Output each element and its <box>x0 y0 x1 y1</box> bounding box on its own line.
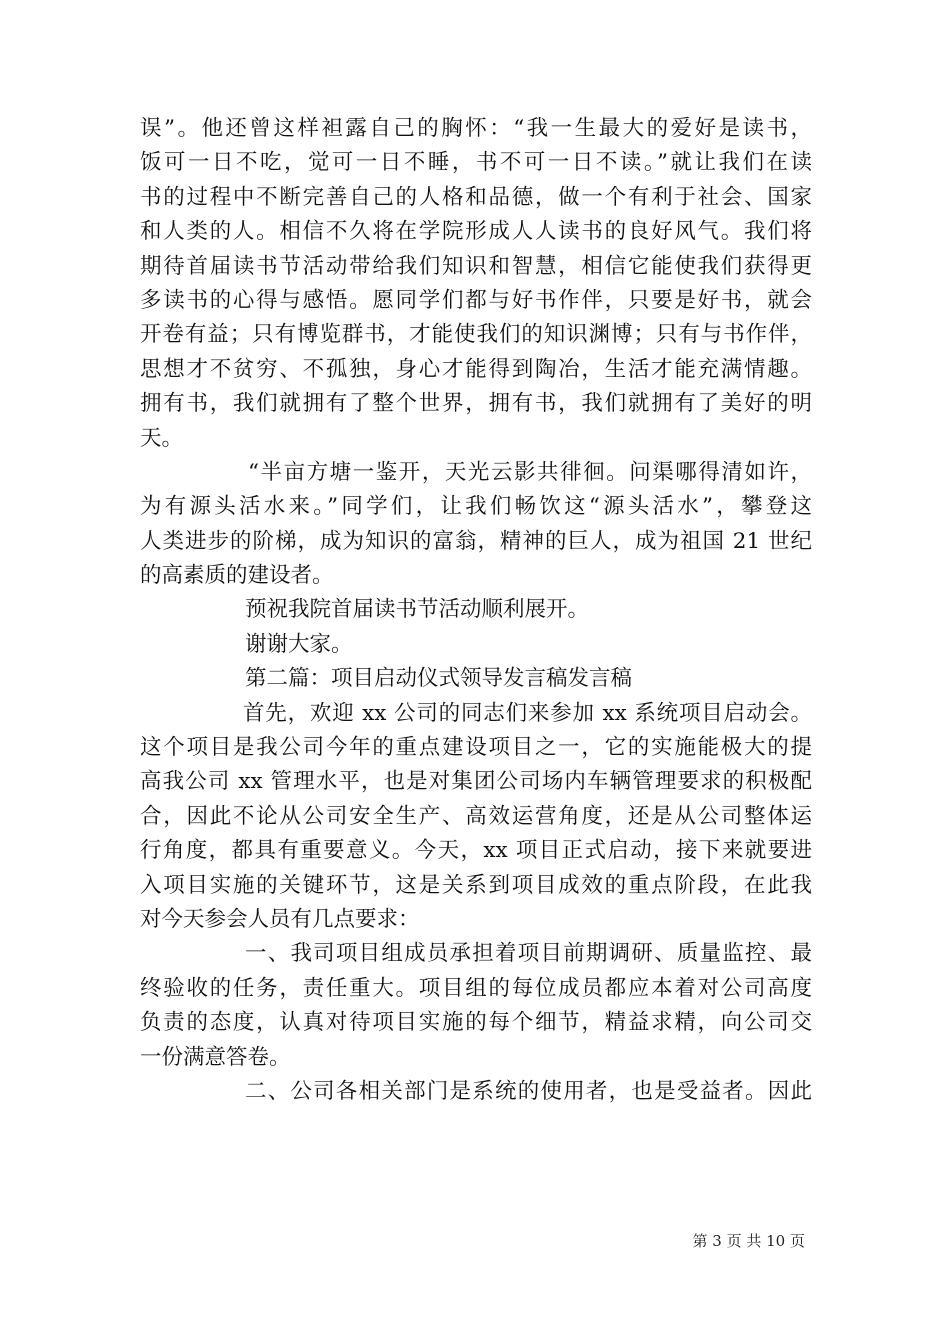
text-line: 书的过程中不断完善自己的人格和品德，做一个有利于社会、国家 <box>140 184 812 210</box>
text-line: 一、我司项目组成员承担着项目前期调研、质量监控、最 <box>245 941 812 967</box>
page-number-footer: 第 3 页 共 10 页 <box>692 1232 805 1250</box>
text-line: 第二篇：项目启动仪式领导发言稿发言稿 <box>245 666 633 692</box>
text-line: 思想才不贫穷、不孤独，身心才能得到陶冶，生活才能充满情趣。 <box>140 356 812 382</box>
text-line: 期待首届读书节活动带给我们知识和智慧，相信它能使我们获得更 <box>140 253 812 279</box>
document-body <box>140 112 812 1109</box>
text-line: 入项目实施的关键环节，这是关系到项目成效的重点阶段，在此我 <box>140 872 812 898</box>
text-line: 多读书的心得与感悟。愿同学们都与好书作伴，只要是好书，就会 <box>140 287 812 313</box>
text-line: 的高素质的建设者。 <box>140 563 334 589</box>
text-line: 一份满意答卷。 <box>140 1044 291 1070</box>
text-line: 终验收的任务，责任重大。项目组的每位成员都应本着对公司高度 <box>140 975 812 1001</box>
text-line: 开卷有益；只有博览群书，才能使我们的知识渊博；只有与书作伴， <box>140 322 812 348</box>
text-line: 高我公司 xx 管理水平，也是对集团公司场内车辆管理要求的积极配 <box>140 769 812 795</box>
text-line: 谢谢大家。 <box>245 631 353 657</box>
text-line: 合，因此不论从公司安全生产、高效运营角度，还是从公司整体运 <box>140 803 812 829</box>
paragraph <box>140 593 812 627</box>
text-line: “半亩方塘一鉴开，天光云影共徘徊。问渠哪得清如许， <box>248 459 812 485</box>
text-line: 对今天参会人员有几点要求： <box>140 906 420 932</box>
text-line: 行角度，都具有重要意义。今天，xx 项目正式启动，接下来就要进 <box>140 838 812 864</box>
text-line: 误”。他还曾这样袒露自己的胸怀：“我一生最大的爱好是读书， <box>140 116 812 141</box>
paragraph <box>140 628 812 662</box>
text-line: 饭可一日不吃，觉可一日不睡，书不可一日不读。”就让我们在读 <box>140 150 812 176</box>
text-line: 首先，欢迎 xx 公司的同志们来参加 xx 系统项目启动会。 <box>243 700 812 726</box>
paragraph <box>140 112 812 456</box>
text-line: 天。 <box>140 425 184 451</box>
section-heading <box>140 662 812 696</box>
text-line: 负责的态度，认真对待项目实施的每个细节，精益求精，向公司交 <box>140 1010 812 1036</box>
text-line: 预祝我院首届读书节活动顺利展开。 <box>245 597 590 623</box>
paragraph <box>140 697 812 938</box>
text-line: 和人类的人。相信不久将在学院形成人人读书的良好风气。我们将 <box>140 219 812 245</box>
paragraph <box>140 937 812 1075</box>
paragraph <box>140 1075 812 1109</box>
paragraph <box>140 456 812 594</box>
text-line: 拥有书，我们就拥有了整个世界，拥有书，我们就拥有了美好的明 <box>140 391 812 417</box>
text-line: 二、公司各相关部门是系统的使用者，也是受益者。因此 <box>245 1078 812 1104</box>
text-line: 为有源头活水来。”同学们，让我们畅饮这“源头活水”，攀登这 <box>140 494 812 520</box>
text-line: 这个项目是我公司今年的重点建设项目之一，它的实施能极大的提 <box>140 735 812 761</box>
text-line: 人类进步的阶梯，成为知识的富翁，精神的巨人，成为祖国 21 世纪 <box>140 528 812 554</box>
